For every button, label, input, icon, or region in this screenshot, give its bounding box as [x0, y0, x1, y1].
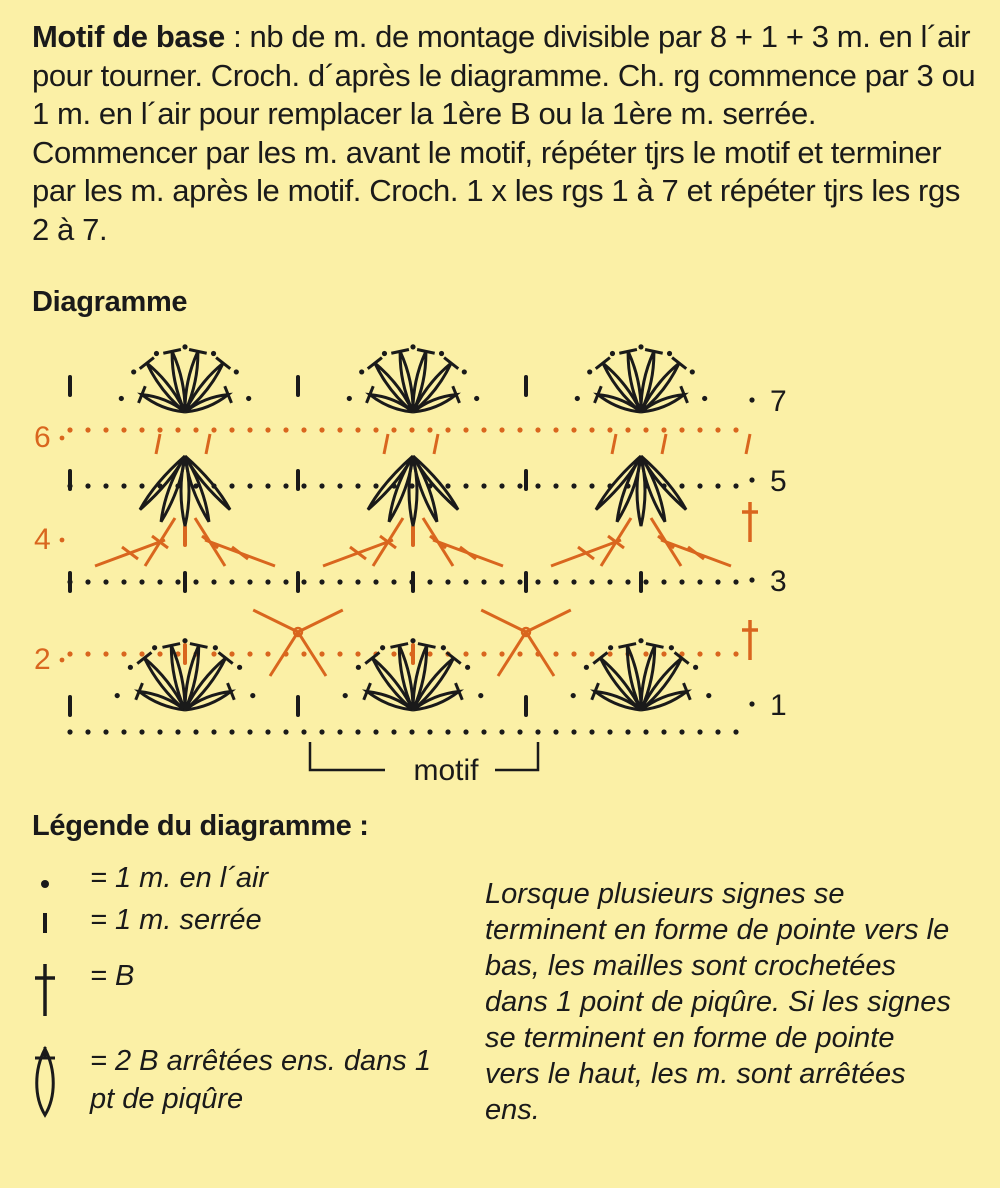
chain-dot: [265, 427, 270, 432]
legend-text: = B: [90, 960, 135, 992]
chain-dot: [175, 427, 180, 432]
single-crochet: [612, 434, 616, 454]
chain-dot: [571, 693, 576, 698]
single-crochet: [384, 434, 388, 454]
stitch-cross: [380, 536, 396, 548]
chain-dot: [283, 483, 288, 488]
chain-dot: [702, 396, 707, 401]
chain-dot: [152, 645, 157, 650]
chain-dot: [478, 693, 483, 698]
chain-dot: [499, 579, 504, 584]
legend-text: = 1 m. en l´air: [90, 862, 269, 894]
chain-dot: [157, 651, 162, 656]
chain-dot: [749, 701, 754, 706]
stitch-cross: [619, 349, 637, 353]
chain-dot: [715, 483, 720, 488]
stitch-cross: [350, 547, 366, 559]
intro-paragraph: [32, 18, 977, 249]
stitch-cross: [418, 644, 436, 648]
chain-dot: [679, 729, 684, 734]
chain-dot: [733, 729, 738, 734]
chain-dot: [175, 729, 180, 734]
double-crochet: [481, 610, 526, 632]
double-crochet: [526, 610, 571, 632]
chain-dot: [337, 483, 342, 488]
chain-dot: [85, 579, 90, 584]
legend-title: Légende du diagramme :: [32, 810, 369, 842]
single-crochet-icon: [30, 904, 60, 940]
chain-dot: [661, 651, 666, 656]
chain-dot: [301, 427, 306, 432]
chain-dot: [410, 638, 415, 643]
double-crochet-icon: [30, 960, 60, 1020]
chain-dot: [481, 427, 486, 432]
chain-dot: [283, 729, 288, 734]
chain-dot: [319, 579, 324, 584]
dc-group: [253, 610, 343, 676]
chain-dot: [445, 729, 450, 734]
stitch-cross: [460, 547, 476, 559]
dc-group: [481, 610, 571, 676]
chain-dot: [103, 427, 108, 432]
chain-dot: [391, 427, 396, 432]
chain-dot: [427, 729, 432, 734]
chain-dot: [265, 483, 270, 488]
chain-dot: [319, 483, 324, 488]
chain-dot: [229, 483, 234, 488]
row-label-left: 4: [34, 523, 51, 556]
chain-dot: [319, 427, 324, 432]
chain-dot: [661, 427, 666, 432]
chain-dot: [131, 369, 136, 374]
chain-dot: [234, 369, 239, 374]
chain-dot: [749, 577, 754, 582]
chain-dot: [535, 579, 540, 584]
chain-dot: [439, 351, 444, 356]
chain-dot: [697, 579, 702, 584]
chain-dot: [283, 579, 288, 584]
chain-dot: [589, 427, 594, 432]
chain-dot: [67, 651, 72, 656]
chain-dot: [733, 483, 738, 488]
chain-dot: [481, 579, 486, 584]
chain-dot: [115, 693, 120, 698]
chain-dot: [409, 729, 414, 734]
chain-dot: [347, 396, 352, 401]
chain-dot: [283, 427, 288, 432]
chain-dot: [337, 427, 342, 432]
chain-dot: [211, 351, 216, 356]
chain-dot: [463, 579, 468, 584]
chain-dot: [706, 693, 711, 698]
stitch-symbols-layer: [70, 344, 758, 715]
row-label-right: 1: [770, 689, 787, 722]
chain-dot: [250, 693, 255, 698]
chain-dot: [391, 729, 396, 734]
chain-dot: [265, 729, 270, 734]
chain-dot: [693, 665, 698, 670]
chain-dot: [697, 651, 702, 656]
chain-dot: [85, 427, 90, 432]
chain-dot: [445, 483, 450, 488]
chain-dot: [337, 579, 342, 584]
shell-fan-down: [596, 456, 686, 526]
chain-dot: [121, 579, 126, 584]
chain-dot: [625, 729, 630, 734]
chain-dot: [229, 651, 234, 656]
chain-dot: [60, 658, 65, 663]
stitch-cross: [122, 547, 138, 559]
chain-dot: [553, 579, 558, 584]
chain-dot: [427, 651, 432, 656]
chain-dot: [246, 396, 251, 401]
shell-fan: [119, 344, 252, 412]
stitch-cross: [390, 644, 408, 648]
chain-dot: [85, 483, 90, 488]
chain-dot: [139, 427, 144, 432]
chain-dot: [589, 579, 594, 584]
chain-dot: [553, 483, 558, 488]
chain-dot: [481, 729, 486, 734]
chain-dot: [237, 665, 242, 670]
stitch-cross: [417, 349, 435, 353]
shell-fan-down: [140, 456, 230, 526]
chain-dot: [571, 579, 576, 584]
chain-dot: [139, 651, 144, 656]
chain-dot: [445, 579, 450, 584]
chain-dot: [213, 645, 218, 650]
chain-dot: [571, 729, 576, 734]
shell-fan: [575, 344, 708, 412]
stitch-cross: [152, 536, 168, 548]
intro-title: Motif de base: [32, 19, 225, 54]
chain-dot: [409, 427, 414, 432]
stitch-cross: [645, 349, 663, 353]
chain-dot: [499, 483, 504, 488]
chain-dot: [607, 427, 612, 432]
chain-dot: [535, 483, 540, 488]
chain-dot-icon: [30, 862, 60, 898]
stitch-cross: [658, 536, 674, 548]
chain-dot: [139, 483, 144, 488]
chain-dot: [343, 693, 348, 698]
chain-dot: [690, 369, 695, 374]
chain-dot: [733, 579, 738, 584]
chain-dot: [373, 729, 378, 734]
chain-dot: [427, 579, 432, 584]
chain-dot: [607, 579, 612, 584]
chain-dot: [373, 427, 378, 432]
chain-dot: [229, 579, 234, 584]
chain-dot: [355, 483, 360, 488]
chain-dot: [103, 651, 108, 656]
motif-bracket: [310, 742, 538, 787]
chain-dot: [139, 729, 144, 734]
double-crochet: [270, 632, 298, 676]
row-label-right: 7: [770, 385, 787, 418]
chain-dot: [182, 344, 187, 349]
chain-dot: [410, 344, 415, 349]
chain-dot: [661, 579, 666, 584]
single-crochet: [206, 434, 210, 454]
chain-dot: [643, 579, 648, 584]
chain-dot: [119, 396, 124, 401]
chain-dot: [575, 396, 580, 401]
chain-dot: [571, 483, 576, 488]
shell-fan-down: [368, 456, 458, 526]
chain-dot: [380, 645, 385, 650]
stitch-cross: [190, 644, 208, 648]
chain-dot: [301, 579, 306, 584]
chain-dot: [103, 579, 108, 584]
stitch-cross: [189, 349, 207, 353]
stitch-cross: [430, 536, 446, 548]
chain-dot: [121, 729, 126, 734]
chain-dot: [154, 351, 159, 356]
chain-dot: [67, 427, 72, 432]
chain-dot: [584, 665, 589, 670]
chain-dot: [103, 483, 108, 488]
chain-dot: [589, 651, 594, 656]
chain-dot: [319, 729, 324, 734]
chain-dot: [157, 729, 162, 734]
row-label-right: 5: [770, 465, 787, 498]
chain-dot: [697, 729, 702, 734]
chain-dot: [669, 645, 674, 650]
chain-dot: [301, 651, 306, 656]
stitch-cross: [162, 644, 180, 648]
chain-dot: [481, 651, 486, 656]
chain-dot: [391, 579, 396, 584]
chain-dot: [499, 651, 504, 656]
chain-dot: [667, 351, 672, 356]
chain-dot: [139, 579, 144, 584]
two-dc-together-icon: [30, 1045, 60, 1119]
single-crochet: [156, 434, 160, 454]
legend-note: Lorsque plusieurs signes se terminent en forme de pointe vers le bas, les mailles sont crochetées dans 1 point de piqûre. Si les signes se terminent en forme de pointe vers le haut, les m. sont arrêtées ens.: [485, 878, 951, 1126]
chain-dot: [517, 427, 522, 432]
chain-dot: [355, 729, 360, 734]
diagram-title: Diagramme: [32, 286, 188, 318]
chain-dot: [625, 579, 630, 584]
chain-dot: [553, 729, 558, 734]
chain-dot: [211, 651, 216, 656]
chain-dot: [463, 651, 468, 656]
chain-dot: [463, 483, 468, 488]
chain-dot: [355, 427, 360, 432]
chain-dot: [265, 579, 270, 584]
double-crochet: [253, 610, 298, 632]
chain-dot: [175, 579, 180, 584]
chain-dot: [441, 645, 446, 650]
chain-dot: [679, 579, 684, 584]
chain-dot: [697, 483, 702, 488]
chain-dot: [465, 665, 470, 670]
chain-dot: [359, 369, 364, 374]
chain-dot: [247, 651, 252, 656]
chain-dot: [625, 427, 630, 432]
chain-dot: [373, 579, 378, 584]
chain-dot: [715, 651, 720, 656]
chain-dot: [319, 651, 324, 656]
chain-dot: [265, 651, 270, 656]
chain-dot: [553, 427, 558, 432]
chain-dot: [608, 645, 613, 650]
chain-dot: [499, 729, 504, 734]
chain-dot: [247, 427, 252, 432]
chain-dot: [463, 729, 468, 734]
chain-dot: [373, 483, 378, 488]
chain-dot: [121, 651, 126, 656]
chain-dot: [607, 651, 612, 656]
chain-dot: [661, 729, 666, 734]
chain-dot: [638, 638, 643, 643]
chain-dot: [247, 729, 252, 734]
row-label-right: 3: [770, 565, 787, 598]
stitch-cross: [618, 644, 636, 648]
chain-dot: [247, 579, 252, 584]
chain-dot: [749, 397, 754, 402]
single-crochet: [746, 434, 750, 454]
chain-dot: [355, 579, 360, 584]
chain-dot: [193, 729, 198, 734]
row-label-left: 2: [34, 643, 51, 676]
chain-dot: [733, 427, 738, 432]
chain-dot: [679, 483, 684, 488]
stitch-cross: [232, 547, 248, 559]
chain-dot: [517, 651, 522, 656]
chain-dot: [128, 665, 133, 670]
chain-dot: [610, 351, 615, 356]
stitch-cross: [608, 536, 624, 548]
chain-dot: [157, 579, 162, 584]
stitch-cross: [646, 644, 664, 648]
chain-dot: [462, 369, 467, 374]
chain-dot: [427, 427, 432, 432]
chain-dot: [382, 351, 387, 356]
chain-dot: [679, 427, 684, 432]
single-crochet: [434, 434, 438, 454]
chain-dot: [121, 483, 126, 488]
chain-dot: [715, 729, 720, 734]
chain-dot: [229, 729, 234, 734]
chain-dot: [211, 579, 216, 584]
chain-dot: [571, 427, 576, 432]
chain-dot: [445, 427, 450, 432]
chain-dot: [553, 651, 558, 656]
chain-dot: [356, 665, 361, 670]
stitch-cross: [202, 536, 218, 548]
chain-dot: [391, 651, 396, 656]
row-label-left: 6: [34, 421, 51, 454]
chain-dot: [643, 729, 648, 734]
chain-dot: [715, 427, 720, 432]
chain-dot: [571, 651, 576, 656]
chain-dot: [517, 729, 522, 734]
chain-dot: [193, 427, 198, 432]
motif-label: motif: [413, 754, 479, 787]
chain-dot: [481, 483, 486, 488]
chain-dot: [211, 729, 216, 734]
chain-dot: [474, 396, 479, 401]
chain-dot: [643, 427, 648, 432]
chain-dot: [157, 427, 162, 432]
chain-dot: [60, 538, 65, 543]
legend-text: = 1 m. serrée: [90, 904, 262, 936]
chain-dot: [337, 651, 342, 656]
chain-dot: [229, 427, 234, 432]
crochet-chart: [0, 320, 1000, 790]
chain-dot: [697, 427, 702, 432]
chain-dot: [60, 436, 65, 441]
shell-fan: [347, 344, 480, 412]
stitch-cross: [578, 547, 594, 559]
single-crochet: [662, 434, 666, 454]
double-crochet: [526, 632, 554, 676]
chain-dot: [301, 483, 306, 488]
chain-dot: [535, 729, 540, 734]
chain-dot: [589, 483, 594, 488]
chain-dot: [463, 427, 468, 432]
chain-dot: [589, 729, 594, 734]
chain-dot: [499, 427, 504, 432]
legend-text-cont: pt de piqûre: [90, 1083, 244, 1115]
chain-dot: [211, 427, 216, 432]
chain-dot: [247, 483, 252, 488]
chain-dot: [587, 369, 592, 374]
chain-dot: [643, 651, 648, 656]
chain-dot: [337, 729, 342, 734]
chain-dot: [733, 651, 738, 656]
chain-dot: [715, 579, 720, 584]
chain-dot: [182, 638, 187, 643]
legend-text: = 2 B arrêtées ens. dans 1: [90, 1045, 431, 1077]
double-crochet: [298, 610, 343, 632]
chain-dot: [517, 483, 522, 488]
stitch-cross: [391, 349, 409, 353]
chain-dot: [103, 729, 108, 734]
stitch-cross: [688, 547, 704, 559]
chain-dot: [535, 427, 540, 432]
shell-fan: [571, 638, 712, 710]
chain-dot: [85, 651, 90, 656]
chain-dot: [301, 729, 306, 734]
chain-dot: [67, 729, 72, 734]
chain-dot: [355, 651, 360, 656]
chain-dot: [121, 427, 126, 432]
chain-dot: [638, 344, 643, 349]
stitch-cross: [163, 349, 181, 353]
intro-text: : nb de m. de montage divisible par 8 + 1 + 3 m. en l´air pour tourner. Croch. d´après le diagramme. Ch. rg commence par 3 ou 1 m. en l´air pour remplacer la 1ère B ou la 1ère m. serrée. Commencer par les m. avant le motif, répéter tjrs le motif et terminer par les m. après le motif. Croch. 1 x les rgs 1 à 7 et répéter tjrs les rgs 2 à 7.: [32, 19, 976, 247]
chain-dot: [193, 579, 198, 584]
chain-dot: [749, 477, 754, 482]
chain-dot: [517, 579, 522, 584]
chain-dot: [85, 729, 90, 734]
chain-dot: [607, 729, 612, 734]
